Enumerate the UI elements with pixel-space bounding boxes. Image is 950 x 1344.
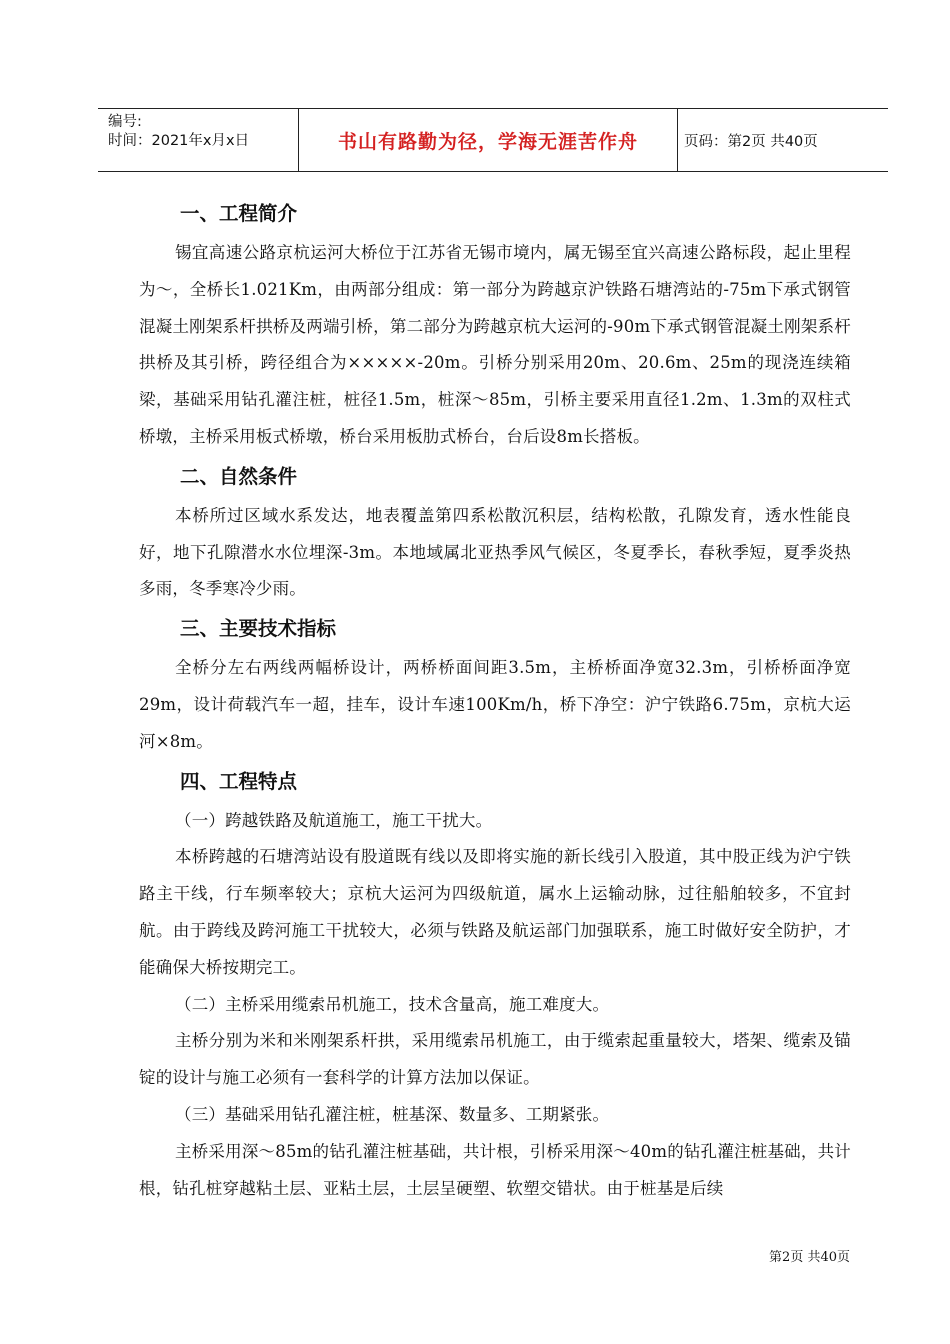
subheading: （二）主桥采用缆索吊机施工，技术含量高，施工难度大。 [175, 994, 610, 1014]
page-footer: 第2页 共40页 [769, 1250, 850, 1265]
motto-text: 书山有路勤为径，学海无涯苦作舟 [337, 130, 638, 153]
section-title-technical-indicators: 三、主要技术指标 [180, 617, 337, 641]
paragraph: 全桥分左右两线两幅桥设计，两桥桥面间距3.5m，主桥桥面净宽32.3m，引桥桥面净宽29m，设计荷载汽车一超，挂车，设计车速100Km/h，桥下净空：沪宁铁路6.75m，京杭大运河×8m。 [139, 658, 851, 751]
paragraph: 锡宜高速公路京杭运河大桥位于江苏省无锡市境内，属无锡至宜兴高速公路标段，起止里程为～，全桥长1.021Km，由两部分组成：第一部分为跨越京沪铁路石塘湾站的-75m下承式钢管混凝土刚架系杆拱桥及两端引桥，第二部分为跨越京杭大运河的-90m下承式钢管混凝土刚架系杆拱桥及其引桥，跨径组合为×××××-20m。引桥分别采用20m、20.6m、25m的现浇连续箱梁，基础采用钻孔灌注桩，桩径1.5m，桩深～85m，引桥主要采用直径1.2m、1.3m的双柱式桥墩，主桥采用板式桥墩，桥台采用板肋式桥台，台后设8m长搭板。 [139, 243, 851, 446]
header-page-info: 页码：第2页 共40页 [684, 133, 818, 150]
header-meta-cell [98, 109, 298, 171]
header-page-cell [678, 109, 888, 171]
paragraph: 主桥分别为米和米刚架系杆拱，采用缆索吊机施工，由于缆索起重量较大，塔架、缆索及锚锭的设计与施工必须有一套科学的计算方法加以保证。 [139, 1031, 851, 1088]
section-title-features: 四、工程特点 [180, 769, 298, 793]
subheading: （一）跨越铁路及航道施工，施工干扰大。 [175, 810, 493, 830]
document-body [139, 193, 851, 1207]
paragraph: 本桥所过区域水系发达，地表覆盖第四系松散沉积层，结构松散，孔隙发育，透水性能良好，地下孔隙潜水水位埋深-3m。本地域属北亚热季风气候区，冬夏季长，春秋季短，夏季炎热多雨，冬季寒冷少雨。 [139, 505, 851, 599]
serial-label: 编号: [108, 114, 142, 130]
section-title-overview: 一、工程简介 [180, 202, 298, 225]
paragraph: 本桥跨越的石塘湾站设有股道既有线以及即将实施的新长线引入股道，其中股正线为沪宁铁路主干线，行车频率较大；京杭大运河为四级航道，属水上运输动脉，过往船舶较多，不宜封航。由于跨线及跨河施工干扰较大，必须与铁路及航运部门加强联系，施工时做好安全防护，才能确保大桥按期完工。 [139, 847, 851, 977]
time-label: 时间：2021年x月x日 [108, 133, 250, 149]
section-title-natural-conditions: 二、自然条件 [180, 464, 298, 488]
subheading: （三）基础采用钻孔灌注桩，桩基深、数量多、工期紧张。 [175, 1104, 610, 1124]
paragraph: 主桥采用深～85m的钻孔灌注桩基础，共计根，引桥采用深～40m的钻孔灌注桩基础，共计根，钻孔桩穿越粘土层、亚粘土层，土层呈硬塑、软塑交错状。由于桩基是后续 [139, 1141, 851, 1198]
page-header [98, 108, 888, 172]
header-motto-cell [298, 109, 678, 171]
